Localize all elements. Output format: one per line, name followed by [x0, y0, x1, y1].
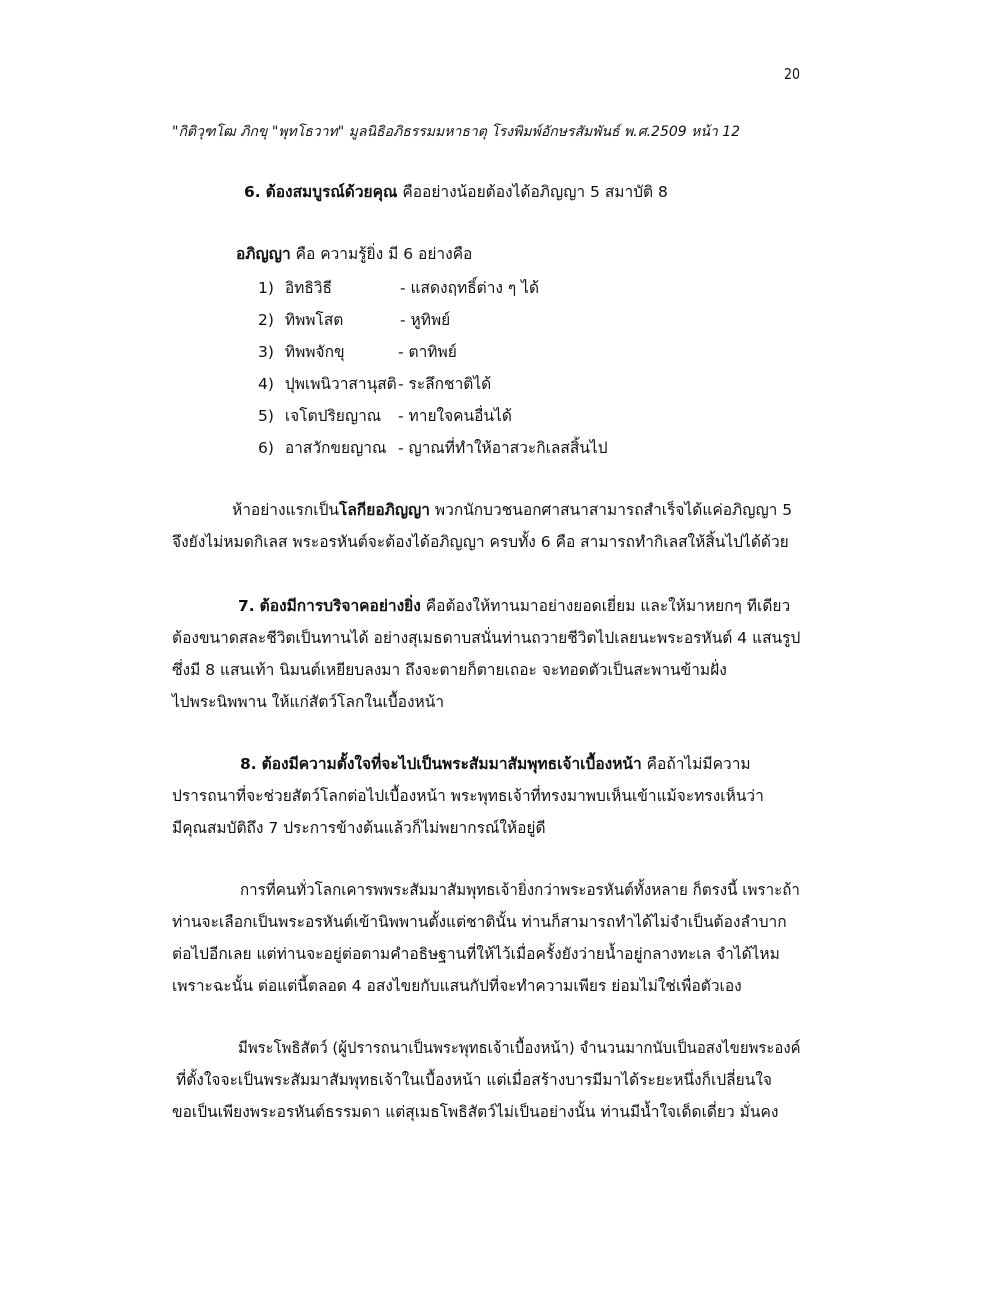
list-item-desc: - หูทิพย์	[400, 311, 451, 329]
lokiya-line-2: จึงยังไม่หมดกิเลส พระอรหันต์จะต้องได้อภิญญา ครบทั้ง 6 คือ สามารถทำกิเลสให้สิ้นไปได้ด้วย	[172, 533, 789, 551]
list-item-name: ปุพเพนิวาสานุสติ	[284, 375, 397, 393]
list-item-desc: - ระลึกชาติได้	[398, 375, 492, 393]
lokiya-text-c: พวกนักบวชนอกศาสนาสามารถสำเร็จได้แค่อภิญญา 5	[429, 501, 793, 519]
section-8-line-2: ปรารถนาที่จะช่วยสัตว์โลกต่อไปเบื้องหน้า พระพุทธเจ้าที่ทรงมาพบเห็นเข้าแม้จะทรงเห็นว่า	[172, 787, 764, 805]
list-item	[258, 406, 381, 426]
why-line-3: ต่อไปอีกเลย แต่ท่านจะอยู่ต่อตามคำอธิษฐานที่ให้ไว้เมื่อครั้งยังว่ายน้ำอยู่กลางทะเล จำได้ไหม	[172, 945, 780, 963]
list-item-name: อิทธิวิธี	[284, 279, 333, 297]
page-number: 20	[784, 65, 801, 83]
section-6-line	[244, 182, 668, 202]
why-line-2: ท่านจะเลือกเป็นพระอรหันต์เข้านิพพานตั้งแต่ชาตินั้น ท่านก็สามารถทำได้ไม่จำเป็นต้องลำบาก	[172, 913, 787, 931]
lokiya-text-a: ห้าอย่างแรกเป็น	[232, 501, 340, 519]
section-8-text: คือถ้าไม่มีความ	[646, 755, 751, 773]
abhinna-term: อภิญญา	[236, 245, 291, 263]
list-item-desc: - ทายใจคนอื่นได้	[398, 407, 512, 425]
lokiya-line-1	[232, 500, 792, 520]
section-8-title: ต้องมีความตั้งใจที่จะไปเป็นพระสัมมาสัมพุทธเจ้าเบื้องหน้า	[261, 755, 642, 773]
why-line-4: เพราะฉะนั้น ต่อแต่นี้ตลอด 4 อสงไขยกับแสนกัปที่จะทำความเพียร ย่อมไม่ใช่เพื่อตัวเอง	[172, 977, 742, 995]
bodhi-line-3: ขอเป็นเพียงพระอรหันต์ธรรมดา แต่สุเมธโพธิสัตว์ไม่เป็นอย่างนั้น ท่านมีน้ำใจเด็ดเดี่ยว มั่นคง	[172, 1103, 779, 1121]
section-8-number: 8.	[240, 755, 257, 773]
list-item-name: ทิพพจักขุ	[284, 343, 345, 361]
list-item-number: 2)	[258, 311, 274, 329]
section-8-line-3: มีคุณสมบัติถึง 7 ประการข้างต้นแล้วก็ไม่พยากรณ์ให้อยู่ดี	[172, 819, 546, 837]
lokiya-term: โลกียอภิญญา	[339, 501, 430, 519]
section-7-line-4: ไปพระนิพพาน ให้แก่สัตว์โลกในเบื้องหน้า	[172, 693, 445, 711]
list-item-name: ทิพพโสต	[284, 311, 344, 329]
bodhi-line-1: มีพระโพธิสัตว์ (ผู้ปรารถนาเป็นพระพุทธเจ้าเบื้องหน้า) จำนวนมากนับเป็นอสงไขยพระองค์	[238, 1039, 801, 1057]
section-6-title: ต้องสมบูรณ์ด้วยคุณ	[265, 183, 398, 201]
list-item	[258, 310, 343, 330]
list-item-desc: - ญาณที่ทำให้อาสวะกิเลสสิ้นไป	[398, 439, 608, 457]
section-6-number: 6.	[244, 183, 261, 201]
list-item-number: 6)	[258, 439, 274, 457]
list-item-number: 4)	[258, 375, 274, 393]
list-item	[258, 438, 386, 458]
section-7-text: คือต้องให้ทานมาอย่างยอดเยี่ยม และให้มาหยกๆ ทีเดียว	[425, 597, 791, 615]
bodhi-line-2: ที่ตั้งใจจะเป็นพระสัมมาสัมพุทธเจ้าในเบื้องหน้า แต่เมื่อสร้างบารมีมาได้ระยะหนึ่งก็เปลี่ยนใจ	[176, 1071, 772, 1089]
abhinna-definition	[236, 244, 472, 264]
section-7-title: ต้องมีการบริจาคอย่างยิ่ง	[259, 597, 421, 615]
list-item-number: 1)	[258, 279, 274, 297]
list-item	[258, 278, 332, 298]
section-6-text: คืออย่างน้อยต้องได้อภิญญา 5 สมาบัติ 8	[402, 183, 668, 201]
section-7-line-1	[238, 596, 790, 616]
section-8-line-1	[240, 754, 751, 774]
section-7-line-2: ต้องขนาดสละชีวิตเป็นทานได้ อย่างสุเมธดาบสนั่นท่านถวายชีวิตไปเลยนะพระอรหันต์ 4 แสนรูป	[172, 629, 801, 647]
section-7-number: 7.	[238, 597, 255, 615]
citation: "กิติวุฑโฒ ภิกขุ "พุทโธวาท" มูลนิธิอภิธรรมมหาธาตุ โรงพิมพ์อักษรสัมพันธ์ พ.ศ.2509 หน้า 12	[172, 124, 741, 140]
list-item	[258, 342, 345, 362]
why-line-1: การที่คนทั่วโลกเคารพพระสัมมาสัมพุทธเจ้ายิ่งกว่าพระอรหันต์ทั้งหลาย ก็ตรงนี้ เพราะถ้า	[240, 881, 800, 899]
list-item-name: อาสวักขยญาณ	[284, 439, 387, 457]
list-item-name: เจโตปริยญาณ	[284, 407, 382, 425]
list-item-number: 5)	[258, 407, 274, 425]
section-7-line-3: ซึ่งมี 8 แสนเท้า นิมนต์เหยียบลงมา ถึงจะตายก็ตายเถอะ จะทอดตัวเป็นสะพานข้ามฝั่ง	[172, 661, 727, 679]
list-item-desc: - แสดงฤทธิ์ต่าง ๆ ได้	[400, 279, 540, 297]
list-item-number: 3)	[258, 343, 274, 361]
abhinna-def: คือ ความรู้ยิ่ง มี 6 อย่างคือ	[295, 245, 473, 263]
list-item-desc: - ตาทิพย์	[398, 343, 457, 361]
list-item	[258, 374, 397, 394]
